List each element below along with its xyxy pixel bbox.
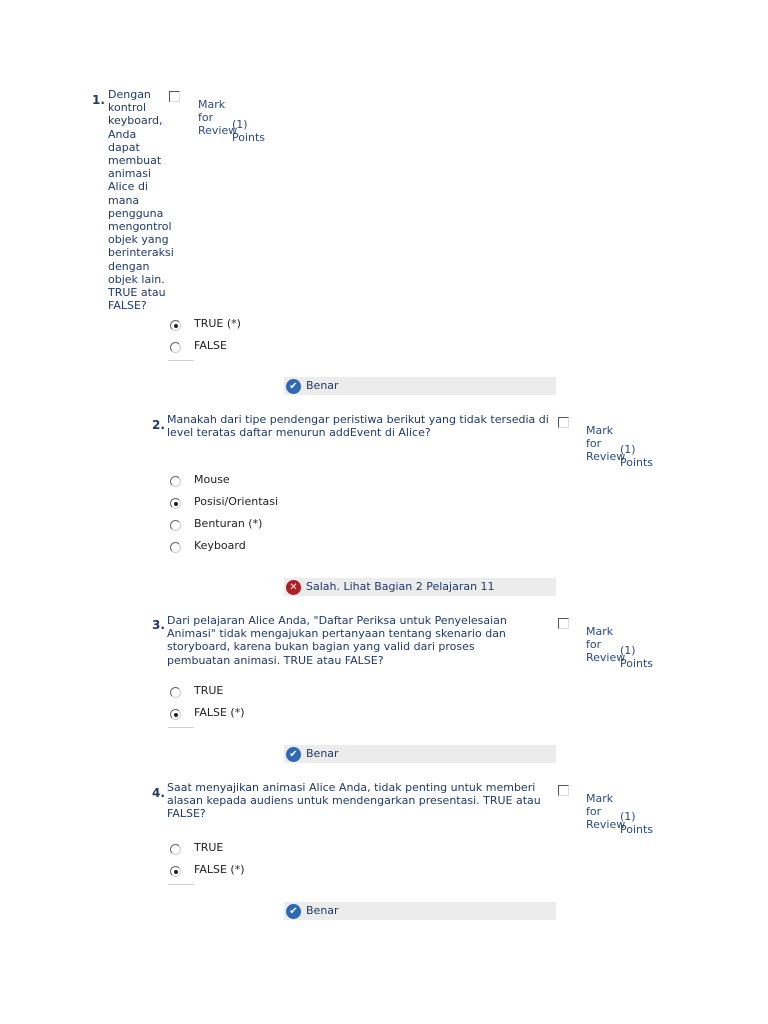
- option-label: FALSE: [194, 339, 227, 352]
- feedback-text: Benar: [306, 747, 339, 760]
- radio-button[interactable]: [170, 844, 181, 855]
- mark-for-review-label: Mark for Review: [586, 792, 626, 831]
- option-label: TRUE (*): [194, 317, 241, 330]
- question-number: 1.: [92, 93, 105, 107]
- radio-button[interactable]: [170, 687, 181, 698]
- option-label: Benturan (*): [194, 517, 263, 530]
- feedback-bar: [284, 902, 556, 920]
- option-label: Posisi/Orientasi: [194, 495, 279, 508]
- mark-for-review-checkbox[interactable]: [558, 618, 569, 629]
- question-number: 3.: [152, 618, 165, 632]
- question-text: Dengan kontrol keyboard, Anda dapat membuat animasi Alice di mana pengguna mengontrol objek yang berinteraksi dengan objek lain. TRUE atau FALSE?: [108, 88, 174, 313]
- check-icon: ✔: [286, 379, 301, 394]
- feedback-bar: [284, 578, 556, 596]
- option-divider: [168, 884, 194, 885]
- option-divider: [168, 360, 194, 361]
- mark-for-review-label: Mark for Review: [198, 98, 238, 137]
- points-label: (1) Points: [620, 644, 654, 670]
- option-divider: [168, 727, 194, 728]
- question-text: Saat menyajikan animasi Alice Anda, tidak penting untuk memberi alasan kepada audiens untuk mendengarkan presentasi. TRUE atau FALSE?: [167, 781, 541, 821]
- feedback-bar: [284, 377, 556, 395]
- mark-for-review-checkbox[interactable]: [558, 785, 569, 796]
- check-icon: ✔: [286, 747, 301, 762]
- question-text: Dari pelajaran Alice Anda, "Daftar Periksa untuk Penyelesaian Animasi" tidak mengajukan pertanyaan tentang skenario dan storyboard, karena bukan bagian yang valid dari proses pembuatan animasi. TRUE atau FALSE?: [167, 614, 507, 667]
- option-label: TRUE: [194, 684, 224, 697]
- option-label: FALSE (*): [194, 706, 245, 719]
- error-x-icon: ✕: [286, 580, 301, 595]
- option-label: FALSE (*): [194, 863, 245, 876]
- radio-button[interactable]: [170, 498, 181, 509]
- mark-for-review-label: Mark for Review: [586, 424, 626, 463]
- radio-button[interactable]: [170, 476, 181, 487]
- mark-for-review-label: Mark for Review: [586, 625, 626, 664]
- question-text: Manakah dari tipe pendengar peristiwa berikut yang tidak tersedia di level teratas daftar menurun addEvent di Alice?: [167, 413, 549, 440]
- option-label: Keyboard: [194, 539, 246, 552]
- feedback-text: Salah. Lihat Bagian 2 Pelajaran 11: [306, 580, 495, 593]
- radio-button[interactable]: [170, 520, 181, 531]
- mark-for-review-checkbox[interactable]: [169, 91, 180, 102]
- question-number: 4.: [152, 786, 165, 800]
- question-number: 2.: [152, 418, 165, 432]
- feedback-text: Benar: [306, 904, 339, 917]
- feedback-text: Benar: [306, 379, 339, 392]
- points-label: (1) Points: [232, 118, 266, 144]
- check-icon: ✔: [286, 904, 301, 919]
- feedback-bar: [284, 745, 556, 763]
- points-label: (1) Points: [620, 443, 654, 469]
- radio-button[interactable]: [170, 320, 181, 331]
- option-label: Mouse: [194, 473, 230, 486]
- mark-for-review-checkbox[interactable]: [558, 417, 569, 428]
- radio-button[interactable]: [170, 866, 181, 877]
- radio-button[interactable]: [170, 542, 181, 553]
- option-label: TRUE: [194, 841, 224, 854]
- points-label: (1) Points: [620, 810, 654, 836]
- radio-button[interactable]: [170, 342, 181, 353]
- radio-button[interactable]: [170, 709, 181, 720]
